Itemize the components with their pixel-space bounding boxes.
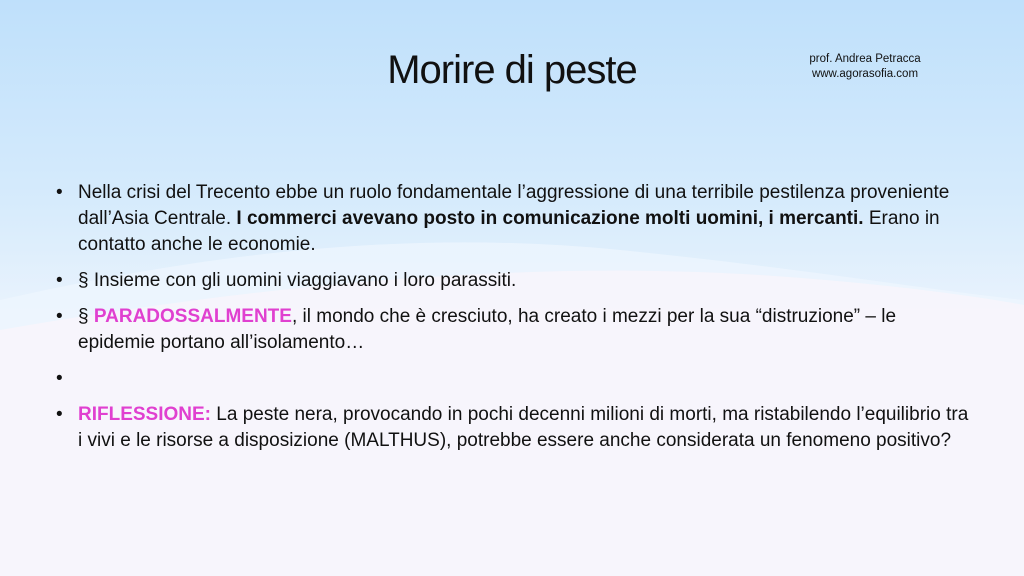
bullet-icon: • xyxy=(56,270,63,291)
highlight-text: RIFLESSIONE: xyxy=(78,404,212,425)
highlight-text: PARADOSSALMENTE xyxy=(93,306,292,327)
author-name: prof. Andrea Petracca xyxy=(809,53,921,65)
website-url: www.agorasofia.com xyxy=(811,68,919,80)
bullet-icon: • xyxy=(56,182,63,203)
bullet-bold-text: I commerci avevano posto in comunicazione molti uomini, i mercanti. xyxy=(236,208,864,229)
bullet-icon: • xyxy=(56,368,63,389)
bullet-list xyxy=(56,180,976,464)
bullet-text: § Insieme con gli uomini viaggiavano i loro parassiti. xyxy=(78,270,517,291)
bullet-text: , il mondo che è cresciuto, ha creato i mezzi per la sua “distruzione” – le epidemie portano all’isolamento… xyxy=(78,306,897,353)
bullet-icon: • xyxy=(56,404,63,425)
bullet-text: La peste nera, provocando in pochi decenni milioni di morti, ma ristabilendo l’equilibrio tra i vivi e le risorse a disposizione (MALTHUS), potrebbe essere anche considerata un fenomeno positivo? xyxy=(78,404,969,451)
list-item-empty xyxy=(56,366,976,392)
bullet-text: Nella crisi del Trecento ebbe un ruolo fondamentale l’aggressione di una terribile pestilenza proveniente dall’Asia Centrale. xyxy=(78,182,950,229)
list-item xyxy=(56,180,976,258)
bullet-prefix: § xyxy=(78,306,94,327)
slide-title: Morire di peste xyxy=(387,48,637,92)
bullet-icon: • xyxy=(56,306,63,327)
credits xyxy=(780,52,950,82)
list-item xyxy=(56,402,976,454)
list-item xyxy=(56,304,976,356)
list-item xyxy=(56,268,976,294)
bullet-text: Erano in contatto anche le economie. xyxy=(78,208,940,255)
